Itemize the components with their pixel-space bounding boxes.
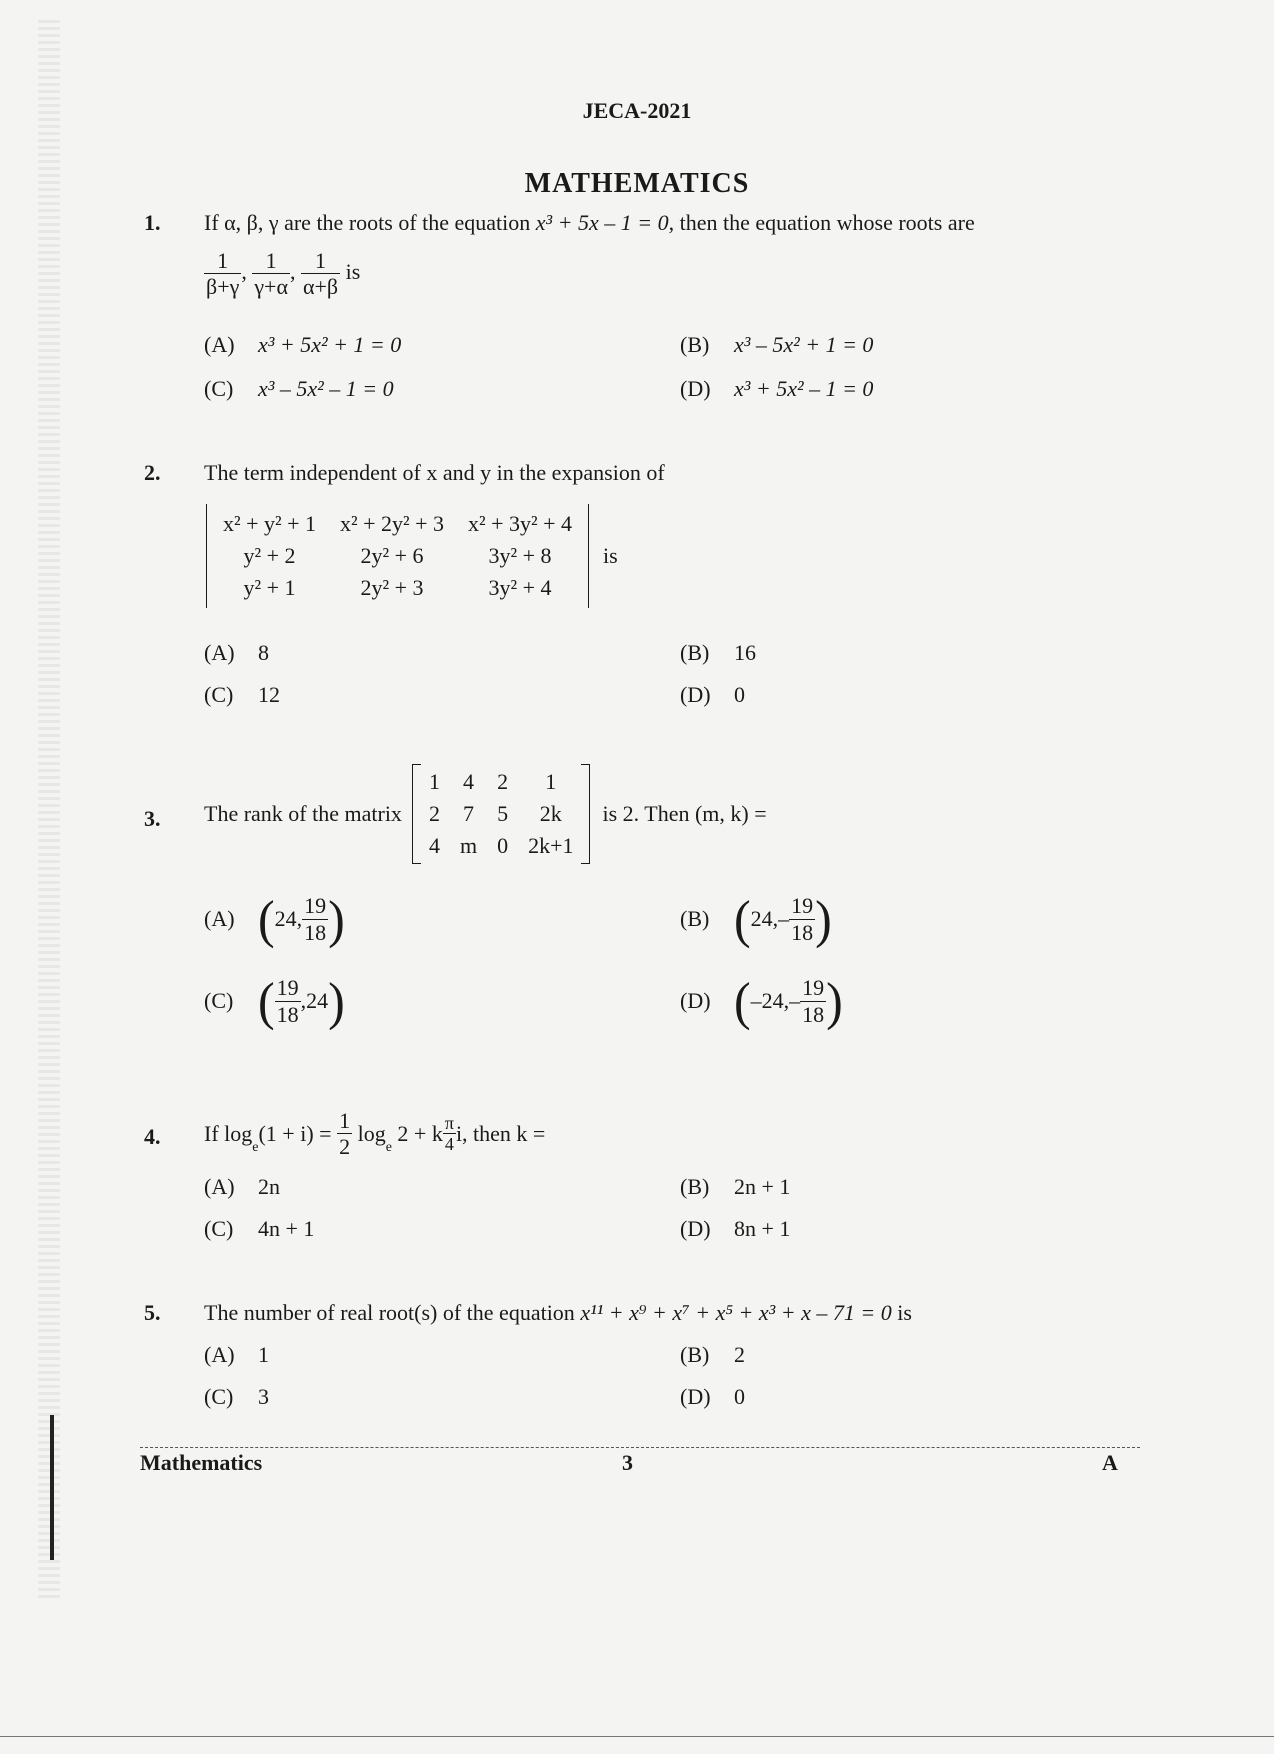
option-d[interactable]: (D) 0 (680, 682, 745, 707)
question-number: 4. (144, 1124, 161, 1149)
option-c[interactable]: (C) x³ – 5x² – 1 = 0 (204, 376, 394, 401)
fraction: $\frac{1}{\beta+\gamma}$ (206, 248, 240, 300)
option-c[interactable]: (C) ( $\frac{19}{18}$ ,24) (204, 971, 345, 1031)
option-b[interactable]: (B) 2 (680, 1342, 745, 1367)
question-roots: $\frac{1}{\beta+\gamma}$ , $\frac{1}{\gamma+\alpha}$ , $\frac{1}{\alpha+\beta}$ is (206, 248, 361, 300)
scan-edge-artifact (38, 20, 60, 1600)
question-text: If $\log_e(1 + i)$ = $\frac{1}{2}$ $\log_e 2 + k$ $\frac{\pi}{4}$ i, then k = (204, 1108, 546, 1160)
question-text: The term independent of x and y in the expansion of (204, 460, 665, 485)
exam-code: JECA-2021 (582, 98, 692, 123)
option-b[interactable]: (B) 16 (680, 640, 756, 665)
option-d[interactable]: (D) (–24,– $\frac{19}{18}$ ) (680, 971, 843, 1031)
option-b[interactable]: (B) (24,– $\frac{19}{18}$ ) (680, 889, 832, 949)
option-c[interactable]: (C) 4n + 1 (204, 1216, 315, 1241)
option-d[interactable]: (D) 8n + 1 (680, 1216, 791, 1241)
option-c[interactable]: (C) 3 (204, 1384, 269, 1409)
option-d[interactable]: (D) 0 (680, 1384, 745, 1409)
bottom-rule (0, 1736, 1274, 1737)
option-a[interactable]: (A) 8 (204, 640, 269, 665)
footer-divider (140, 1447, 1140, 1448)
option-d[interactable]: (D) x³ + 5x² – 1 = 0 (680, 376, 874, 401)
question-number: 3. (144, 806, 161, 831)
matrix: 1 4 2 1 2 7 5 2k 4 m 0 2k+1 (412, 764, 591, 864)
question-number: 5. (144, 1300, 161, 1325)
question-number: 2. (144, 460, 161, 485)
page-number: 3 (622, 1450, 633, 1475)
option-a[interactable]: (A) x³ + 5x² + 1 = 0 (204, 332, 402, 357)
option-a[interactable]: (A) 1 (204, 1342, 269, 1367)
question-text: If α, β, γ are the roots of the equation x³ + 5x – 1 = 0, then the equation whose roots are (204, 210, 975, 235)
option-c[interactable]: (C) 12 (204, 682, 280, 707)
determinant: x² + y² + 1 x² + 2y² + 3 x² + 3y² + 4 y² + 2 2y² + 6 3y² + 8 y² + 1 2y² + 3 3y² + 4 is (206, 504, 618, 608)
option-b[interactable]: (B) x³ – 5x² + 1 = 0 (680, 332, 874, 357)
fraction: $\frac{1}{\gamma+\alpha}$ (254, 248, 288, 300)
question-text: The number of real root(s) of the equation x¹¹ + x⁹ + x⁷ + x⁵ + x³ + x – 71 = 0 is (204, 1300, 912, 1325)
option-a[interactable]: (A) (24, $\frac{19}{18}$ ) (204, 889, 345, 949)
fraction: $\frac{1}{\alpha+\beta}$ (302, 248, 339, 300)
option-b[interactable]: (B) 2n + 1 (680, 1174, 791, 1199)
question-text: The rank of the matrix 1 4 2 1 2 7 5 2k 4 m 0 2k+1 is 2. Then (m, k) = (204, 764, 767, 864)
subject-title: MATHEMATICS (524, 168, 750, 199)
footer-subject: Mathematics (140, 1450, 263, 1475)
set-code: A (1102, 1450, 1118, 1475)
binder-mark (50, 1415, 54, 1560)
option-a[interactable]: (A) 2n (204, 1174, 280, 1199)
question-number: 1. (144, 210, 161, 235)
